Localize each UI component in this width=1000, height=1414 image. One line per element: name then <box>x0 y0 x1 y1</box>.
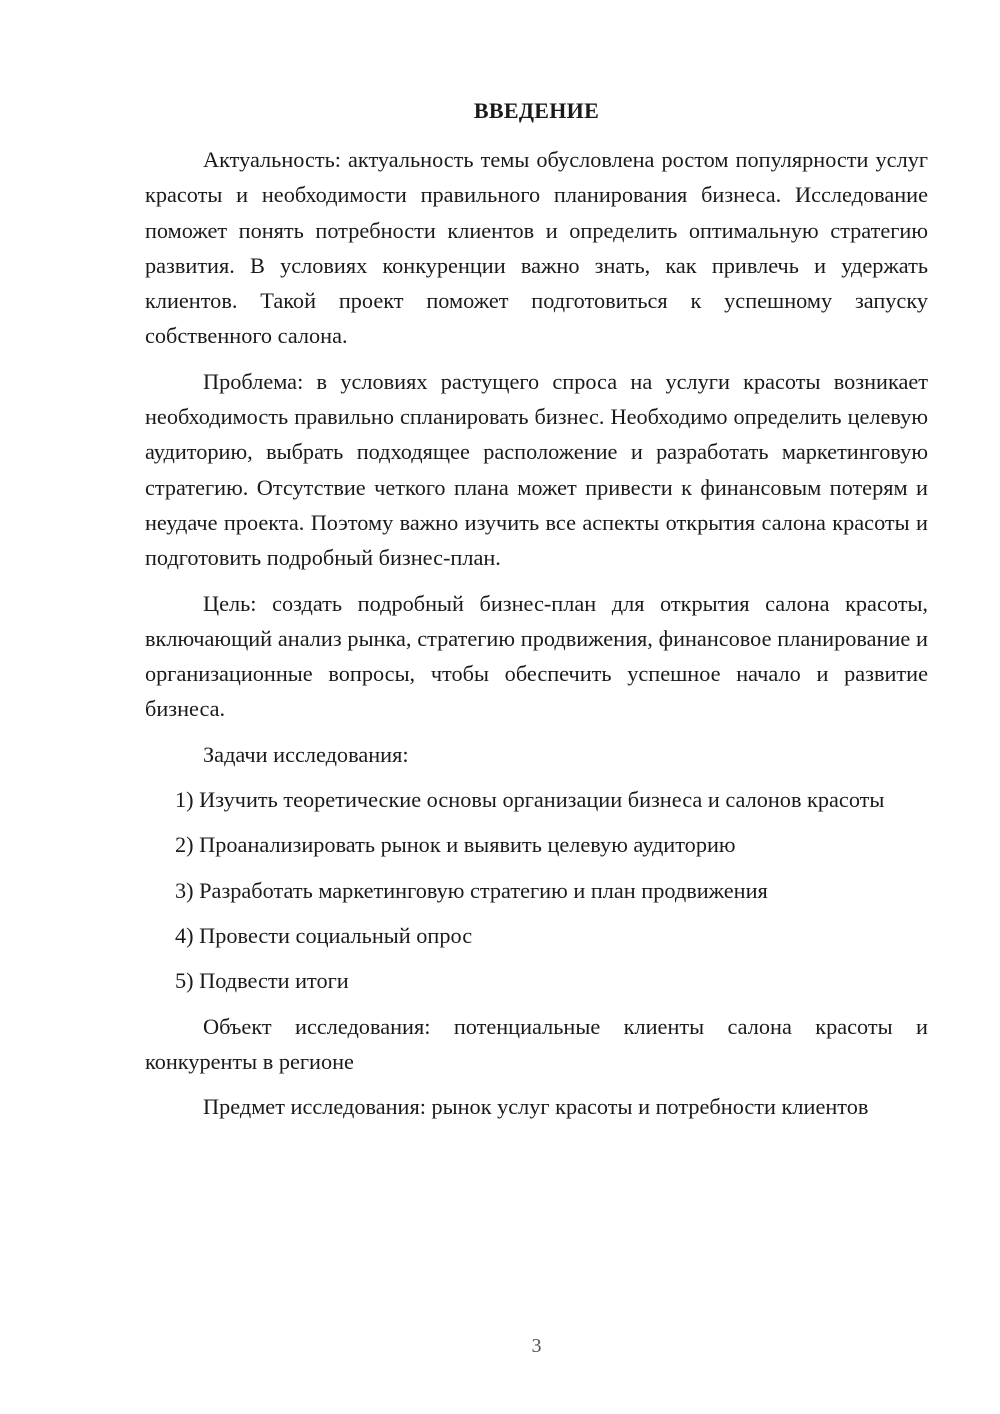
document-body <box>145 142 928 1134</box>
problem-paragraph: Проблема: в условиях растущего спроса на услуги красоты возникает необходимость правильно спланировать бизнес. Необходимо определить целевую аудиторию, выбрать подходящее расположение и разработать маркетинговую стратегию. Отсутствие четкого плана может привести к финансовым потерям и неудаче проекта. Поэтому важно изучить все аспекты открытия салона красоты и подготовить подробный бизнес-план. <box>145 368 928 571</box>
document-page <box>145 0 928 1414</box>
tasks-list <box>145 782 928 998</box>
task-item: 1) Изучить теоретические основы организации бизнеса и салонов красоты <box>175 787 885 813</box>
subject-paragraph: Предмет исследования: рынок услуг красоты и потребности клиентов <box>203 1094 869 1120</box>
task-item: 4) Провести социальный опрос <box>175 922 473 948</box>
task-item: 5) Подвести итоги <box>175 968 349 994</box>
relevance-paragraph: Актуальность: актуальность темы обусловлена ростом популярности услуг красоты и необходимости правильного планирования бизнеса. Исследование поможет понять потребности клиентов и определить оптимальную стратегию развития. В условиях конкуренции важно знать, как привлечь и удержать клиентов. Такой проект поможет подготовиться к успешному запуску собственного салона. <box>145 147 928 349</box>
task-item: 2) Проанализировать рынок и выявить целевую аудиторию <box>175 832 736 858</box>
goal-paragraph: Цель: создать подробный бизнес-план для открытия салона красоты, включающий анализ рынка, стратегию продвижения, финансовое планирование и организационные вопросы, чтобы обеспечить успешное начало и развитие бизнеса. <box>145 590 928 722</box>
object-paragraph: Объект исследования: потенциальные клиенты салона красоты и конкуренты в регионе <box>145 1013 928 1074</box>
page-number: 3 <box>531 1335 542 1357</box>
task-item: 3) Разработать маркетинговую стратегию и план продвижения <box>175 877 768 903</box>
section-heading: ВВЕДЕНИЕ <box>473 98 600 123</box>
tasks-heading: Задачи исследования: <box>203 741 409 767</box>
